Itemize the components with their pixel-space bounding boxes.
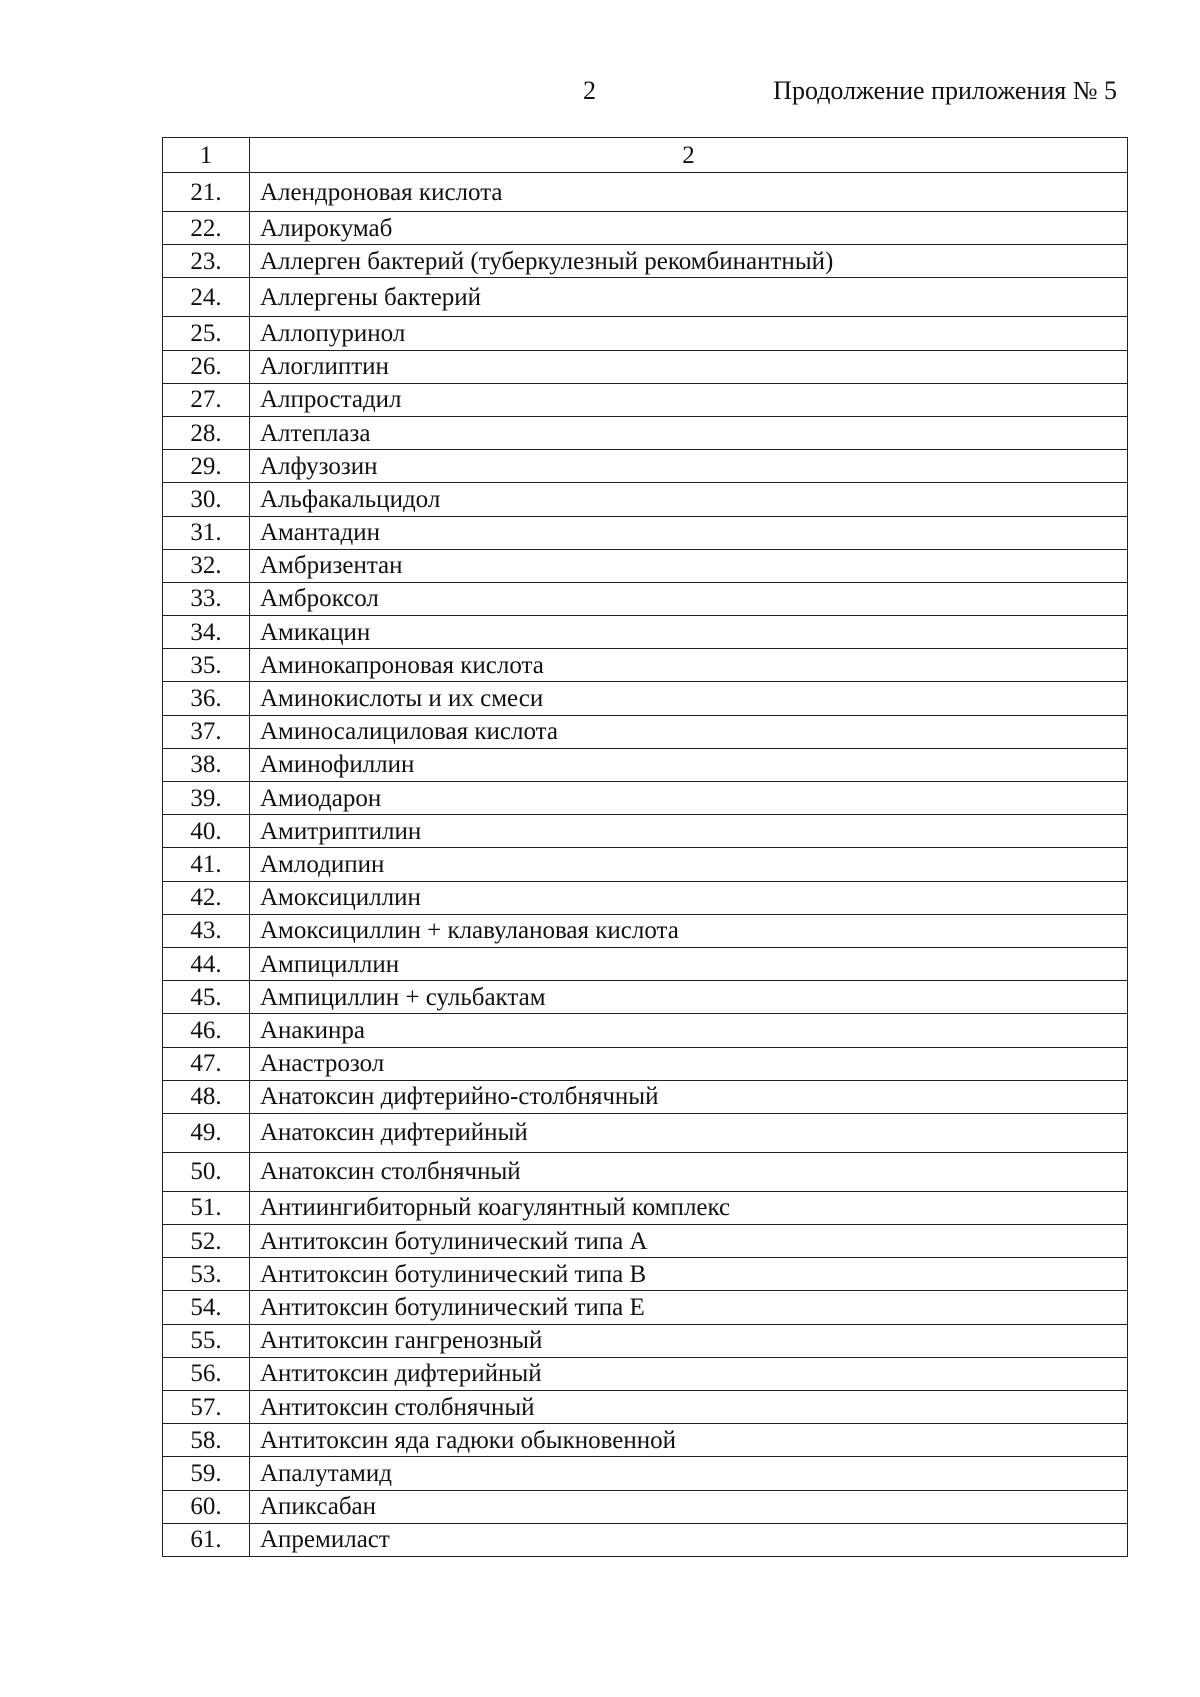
drug-name: Анатоксин дифтерийный xyxy=(250,1113,1128,1152)
drug-name: Алоглиптин xyxy=(250,350,1128,383)
drug-name: Аминофиллин xyxy=(250,748,1128,781)
drug-name: Ампициллин xyxy=(250,947,1128,980)
table-row xyxy=(163,815,1128,848)
drug-name: Амбризентан xyxy=(250,549,1128,582)
row-number: 38. xyxy=(163,748,250,781)
table-row xyxy=(163,582,1128,615)
row-number: 35. xyxy=(163,649,250,682)
row-number: 54. xyxy=(163,1291,250,1324)
row-number: 43. xyxy=(163,914,250,947)
drug-name: Амброксол xyxy=(250,582,1128,615)
drug-name: Аминосалициловая кислота xyxy=(250,715,1128,748)
table-row xyxy=(163,1152,1128,1191)
row-number: 30. xyxy=(163,483,250,516)
column-header-name: 2 xyxy=(250,138,1128,173)
drug-name: Амантадин xyxy=(250,516,1128,549)
drug-name: Антитоксин столбнячный xyxy=(250,1391,1128,1424)
table-row xyxy=(163,278,1128,317)
drug-name: Анастрозол xyxy=(250,1047,1128,1080)
drug-name: Анатоксин столбнячный xyxy=(250,1152,1128,1191)
row-number: 57. xyxy=(163,1391,250,1424)
drug-name: Аллергены бактерий xyxy=(250,278,1128,317)
table-row xyxy=(163,1391,1128,1424)
table-row xyxy=(163,1424,1128,1457)
drug-name: Анатоксин дифтерийно-столбнячный xyxy=(250,1080,1128,1113)
row-number: 40. xyxy=(163,815,250,848)
table-row xyxy=(163,1258,1128,1291)
table-row xyxy=(163,1324,1128,1357)
row-number: 23. xyxy=(163,245,250,278)
table-row xyxy=(163,649,1128,682)
row-number: 58. xyxy=(163,1424,250,1457)
drug-name: Аминокислоты и их смеси xyxy=(250,682,1128,715)
drug-name: Амитриптилин xyxy=(250,815,1128,848)
drug-name: Антиингибиторный коагулянтный комплекс xyxy=(250,1191,1128,1224)
table-row xyxy=(163,947,1128,980)
table-body xyxy=(163,173,1128,1557)
table-row xyxy=(163,317,1128,350)
drug-name: Анакинра xyxy=(250,1014,1128,1047)
table-row xyxy=(163,715,1128,748)
table-row xyxy=(163,1014,1128,1047)
row-number: 39. xyxy=(163,782,250,815)
column-header-number: 1 xyxy=(163,138,250,173)
row-number: 25. xyxy=(163,317,250,350)
table-row xyxy=(163,1357,1128,1390)
drug-name: Антитоксин яда гадюки обыкновенной xyxy=(250,1424,1128,1457)
drug-name: Антитоксин ботулинический типа А xyxy=(250,1225,1128,1258)
drug-name: Аллопуринол xyxy=(250,317,1128,350)
table-row xyxy=(163,212,1128,245)
table-row xyxy=(163,616,1128,649)
row-number: 24. xyxy=(163,278,250,317)
table-row xyxy=(163,682,1128,715)
drug-name: Антитоксин дифтерийный xyxy=(250,1357,1128,1390)
drug-name: Амоксициллин xyxy=(250,881,1128,914)
table-row xyxy=(163,981,1128,1014)
row-number: 55. xyxy=(163,1324,250,1357)
row-number: 42. xyxy=(163,881,250,914)
row-number: 21. xyxy=(163,173,250,212)
table-row xyxy=(163,549,1128,582)
drug-name: Аллерген бактерий (туберкулезный рекомбинантный) xyxy=(250,245,1128,278)
table-row xyxy=(163,1113,1128,1152)
row-number: 26. xyxy=(163,350,250,383)
row-number: 28. xyxy=(163,416,250,449)
row-number: 51. xyxy=(163,1191,250,1224)
table-row xyxy=(163,1047,1128,1080)
table-row xyxy=(163,848,1128,881)
drug-name: Антитоксин ботулинический типа Е xyxy=(250,1291,1128,1324)
row-number: 22. xyxy=(163,212,250,245)
row-number: 32. xyxy=(163,549,250,582)
row-number: 61. xyxy=(163,1523,250,1556)
table-row xyxy=(163,914,1128,947)
table-row xyxy=(163,881,1128,914)
row-number: 45. xyxy=(163,981,250,1014)
row-number: 27. xyxy=(163,383,250,416)
drug-name: Альфакальцидол xyxy=(250,483,1128,516)
row-number: 36. xyxy=(163,682,250,715)
drug-name: Алфузозин xyxy=(250,450,1128,483)
row-number: 48. xyxy=(163,1080,250,1113)
table-row xyxy=(163,1523,1128,1556)
row-number: 56. xyxy=(163,1357,250,1390)
drug-name: Алпростадил xyxy=(250,383,1128,416)
drug-name: Апремиласт xyxy=(250,1523,1128,1556)
drug-name: Апалутамид xyxy=(250,1457,1128,1490)
row-number: 34. xyxy=(163,616,250,649)
table-row xyxy=(163,1457,1128,1490)
table-row xyxy=(163,516,1128,549)
table-row xyxy=(163,416,1128,449)
row-number: 31. xyxy=(163,516,250,549)
table-row xyxy=(163,173,1128,212)
table-row xyxy=(163,350,1128,383)
row-number: 59. xyxy=(163,1457,250,1490)
table-row xyxy=(163,245,1128,278)
row-number: 50. xyxy=(163,1152,250,1191)
table-row xyxy=(163,483,1128,516)
drug-name: Антитоксин гангренозный xyxy=(250,1324,1128,1357)
row-number: 41. xyxy=(163,848,250,881)
table-row xyxy=(163,1291,1128,1324)
table-row xyxy=(163,748,1128,781)
table-row xyxy=(163,1225,1128,1258)
drug-name: Амоксициллин + клавулановая кислота xyxy=(250,914,1128,947)
drug-name: Аминокапроновая кислота xyxy=(250,649,1128,682)
drug-name: Алендроновая кислота xyxy=(250,173,1128,212)
row-number: 37. xyxy=(163,715,250,748)
drug-list-table xyxy=(162,137,1128,1557)
row-number: 44. xyxy=(163,947,250,980)
row-number: 47. xyxy=(163,1047,250,1080)
page-number: 2 xyxy=(583,76,596,105)
drug-name: Алтеплаза xyxy=(250,416,1128,449)
row-number: 29. xyxy=(163,450,250,483)
table-row xyxy=(163,1080,1128,1113)
row-number: 33. xyxy=(163,582,250,615)
drug-name: Амлодипин xyxy=(250,848,1128,881)
table-row xyxy=(163,1490,1128,1523)
drug-name: Апиксабан xyxy=(250,1490,1128,1523)
table-row xyxy=(163,383,1128,416)
row-number: 52. xyxy=(163,1225,250,1258)
drug-name: Алирокумаб xyxy=(250,212,1128,245)
table-row xyxy=(163,782,1128,815)
row-number: 60. xyxy=(163,1490,250,1523)
table-row xyxy=(163,1191,1128,1224)
row-number: 46. xyxy=(163,1014,250,1047)
row-number: 53. xyxy=(163,1258,250,1291)
table-row xyxy=(163,450,1128,483)
drug-name: Амикацин xyxy=(250,616,1128,649)
appendix-continuation-label: Продолжение приложения № 5 xyxy=(773,76,1117,105)
row-number: 49. xyxy=(163,1113,250,1152)
table-header-row xyxy=(163,138,1128,173)
drug-name: Ампициллин + сульбактам xyxy=(250,981,1128,1014)
drug-name: Амиодарон xyxy=(250,782,1128,815)
drug-name: Антитоксин ботулинический типа В xyxy=(250,1258,1128,1291)
